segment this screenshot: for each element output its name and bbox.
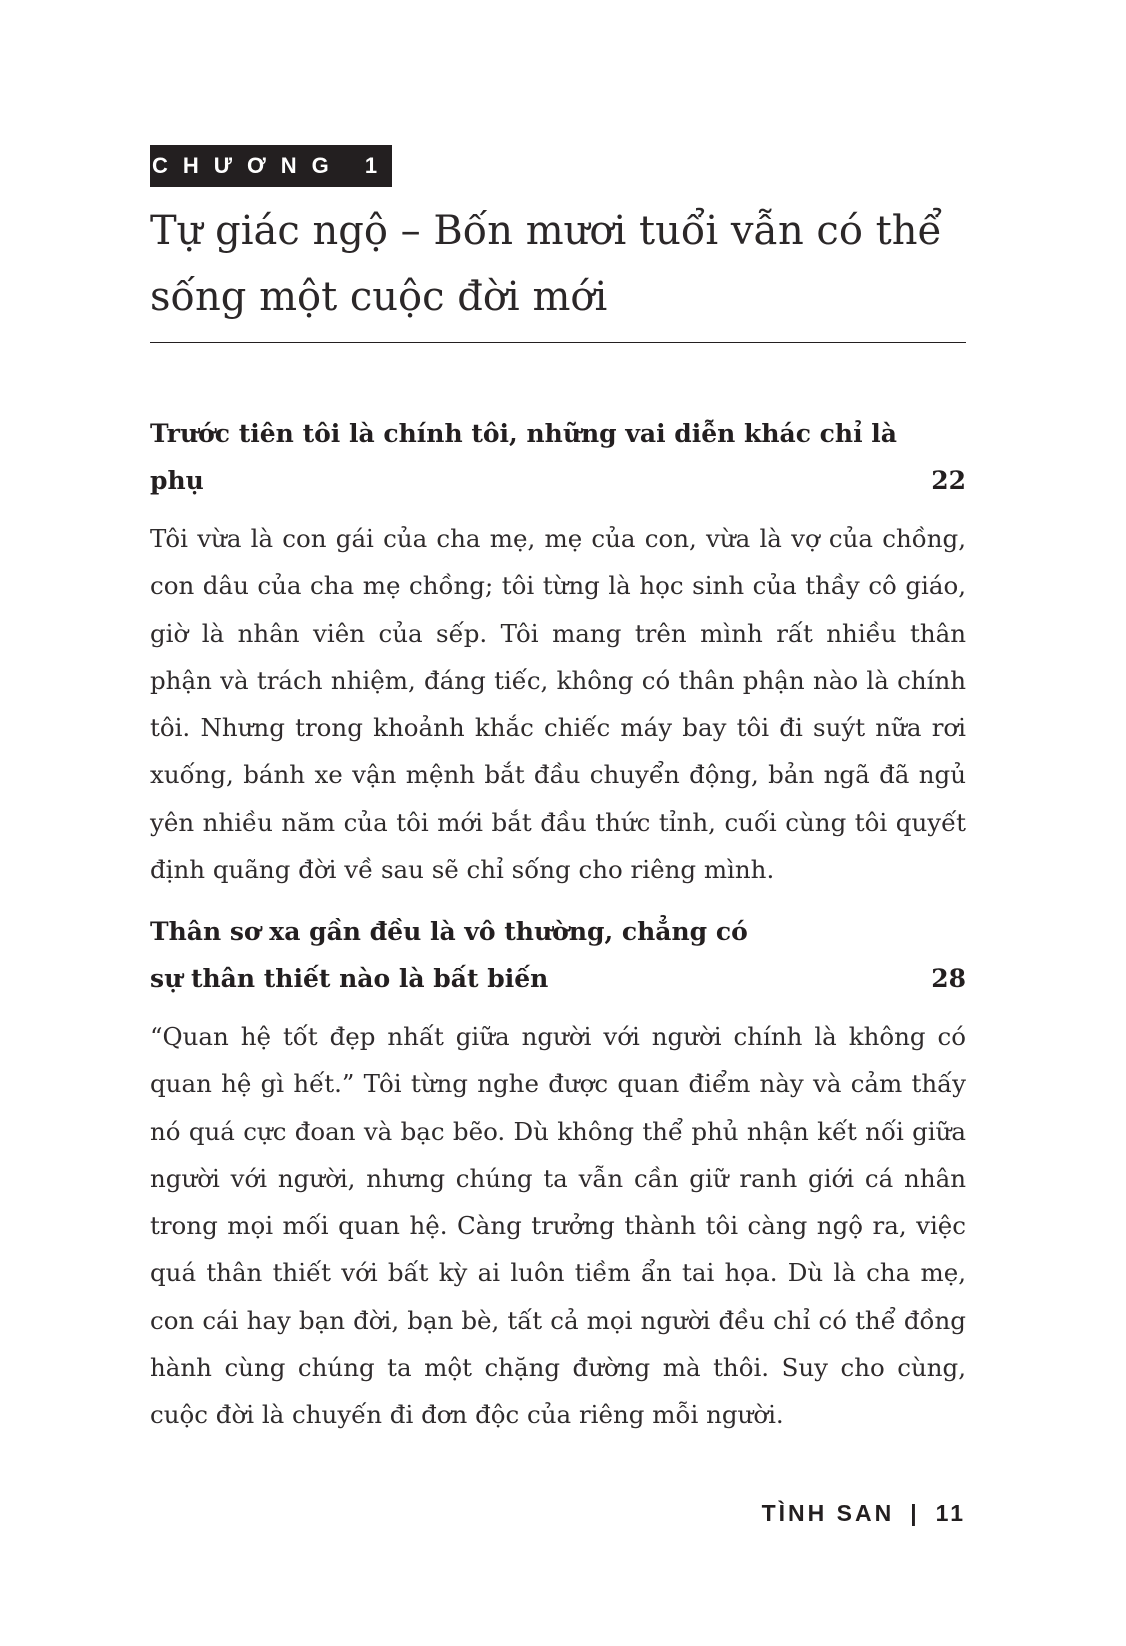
section-summary: Tôi vừa là con gái của cha mẹ, mẹ của con, vừa là vợ của chồng, con dâu của cha mẹ chồng; tôi từng là học sinh của thầy cô giáo, giờ là nhân viên của sếp. Tôi mang trên mình rất nhiều thân phận và trách nhiệm, đáng tiếc, không có thân phận nào là chính tôi. Nhưng trong khoảnh khắc chiếc máy bay tôi đi suýt nữa rơi xuống, bánh xe vận mệnh bắt đầu chuyển động, bản ngã đã ngủ yên nhiều năm của tôi mới bắt đầu thức tỉnh, cuối cùng tôi quyết định quãng đời về sau sẽ chỉ sống cho riêng mình. [150,524,966,885]
book-page [150,0,966,1646]
title-divider [150,342,966,343]
chapter-label: CHƯƠNG 1 [150,145,392,187]
toc-section [150,410,966,893]
chapter-title: Tự giác ngộ – Bốn mươi tuổi vẫn có thể sống một cuộc đời mới [150,208,943,320]
footer-author: TÌNH SAN [761,1500,895,1526]
section-heading-row [150,908,966,1002]
section-heading-row [150,410,966,504]
running-footer [762,1500,966,1527]
section-summary: “Quan hệ tốt đẹp nhất giữa người với người chính là không có quan hệ gì hết.” Tôi từng nghe được quan điểm này và cảm thấy nó quá cực đoan và bạc bẽo. Dù không thể phủ nhận kết nối giữa người với người, nhưng chúng ta vẫn cần giữ ranh giới cá nhân trong mọi mối quan hệ. Càng trưởng thành tôi càng ngộ ra, việc quá thân thiết với bất kỳ ai luôn tiềm ẩn tai họa. Dù là cha mẹ, con cái hay bạn đời, bạn bè, tất cả mọi người đều chỉ có thể đồng hành cùng chúng ta một chặng đường mà thôi. Suy cho cùng, cuộc đời là chuyến đi đơn độc của riêng mỗi người. [150,1022,966,1430]
section-page-number: 22 [931,466,966,495]
section-heading: Thân sơ xa gần đều là vô thường, chẳng có sự thân thiết nào là bất biến [150,917,748,993]
toc-section [150,908,966,1439]
footer-page-number: 11 [935,1500,966,1526]
footer-separator: | [910,1500,920,1526]
section-page-number: 28 [931,964,966,993]
section-heading: Trước tiên tôi là chính tôi, những vai diễn khác chỉ là phụ [150,419,897,495]
